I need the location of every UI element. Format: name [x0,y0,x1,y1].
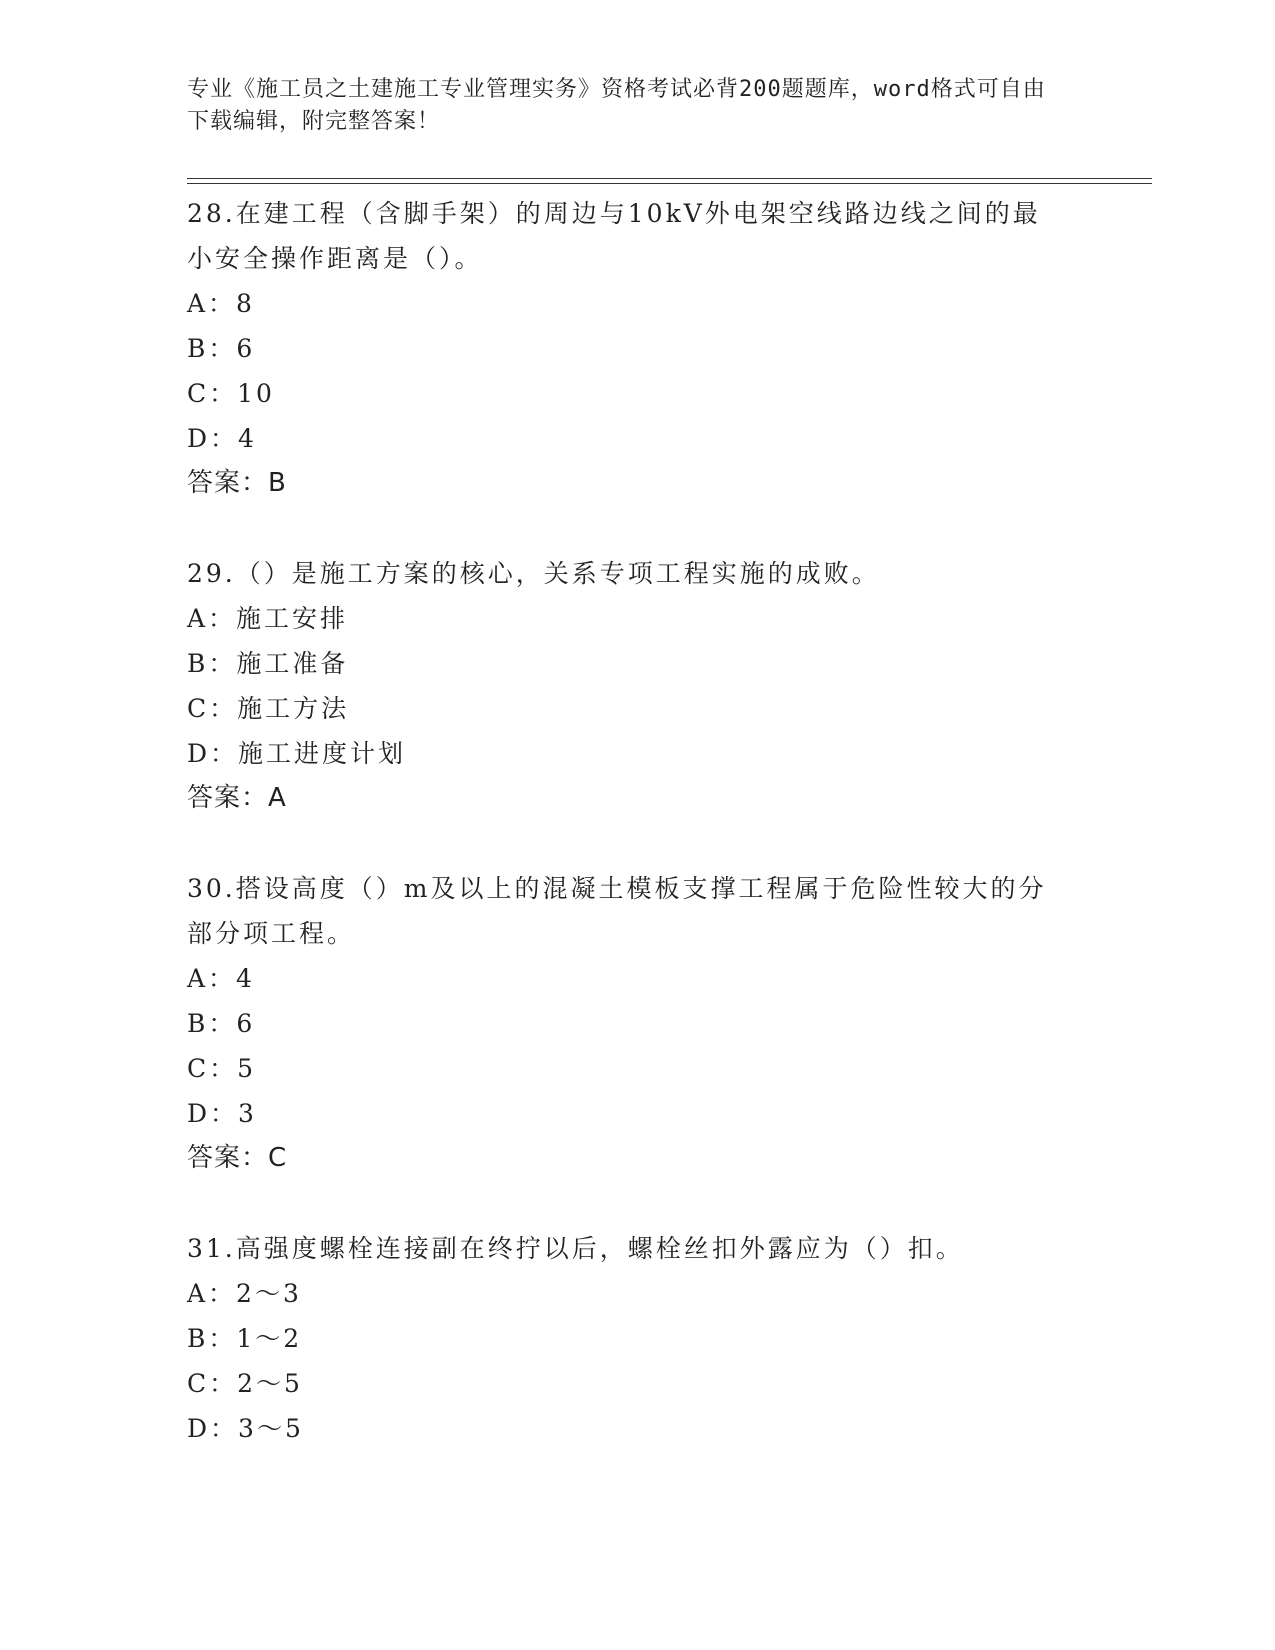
question-stem: 31.高强度螺栓连接副在终拧以后，螺栓丝扣外露应为（）扣。 [187,1234,964,1263]
option-d: D：3～5 [187,1414,304,1443]
option-b: B：1～2 [187,1324,303,1353]
option-a: A：施工安排 [187,604,349,633]
question-29 [187,551,1067,821]
option-d: D：施工进度计划 [187,739,407,768]
question-31 [187,1226,1067,1451]
option-a: A：4 [187,964,255,993]
option-a: A：2～3 [187,1279,302,1308]
header-divider [187,178,1152,184]
question-30 [187,866,1067,1181]
question-list [187,191,1067,1496]
option-c: C：施工方法 [187,694,350,723]
option-b: B：施工准备 [187,649,349,678]
question-stem: 30.搭设高度（）m及以上的混凝土模板支撑工程属于危险性较大的分部分项工程。 [187,874,1047,948]
question-stem: 28.在建工程（含脚手架）的周边与10kV外电架空线路边线之间的最小安全操作距离是（）。 [187,199,1041,273]
option-c: C：5 [187,1054,257,1083]
question-28 [187,191,1067,506]
option-c: C：10 [187,379,275,408]
option-b: B：6 [187,1009,256,1038]
answer-line: 答案：A [187,783,287,813]
answer-line: 答案：B [187,468,287,498]
option-c: C：2～5 [187,1369,303,1398]
option-b: B：6 [187,334,256,363]
question-stem: 29.（）是施工方案的核心，关系专项工程实施的成败。 [187,559,880,588]
option-d: D：3 [187,1099,257,1128]
option-d: D：4 [187,424,257,453]
document-header: 专业《施工员之土建施工专业管理实务》资格考试必背200题题库，word格式可自由下载编辑，附完整答案！ [187,77,1046,134]
answer-line: 答案：C [187,1143,288,1173]
option-a: A：8 [187,289,255,318]
